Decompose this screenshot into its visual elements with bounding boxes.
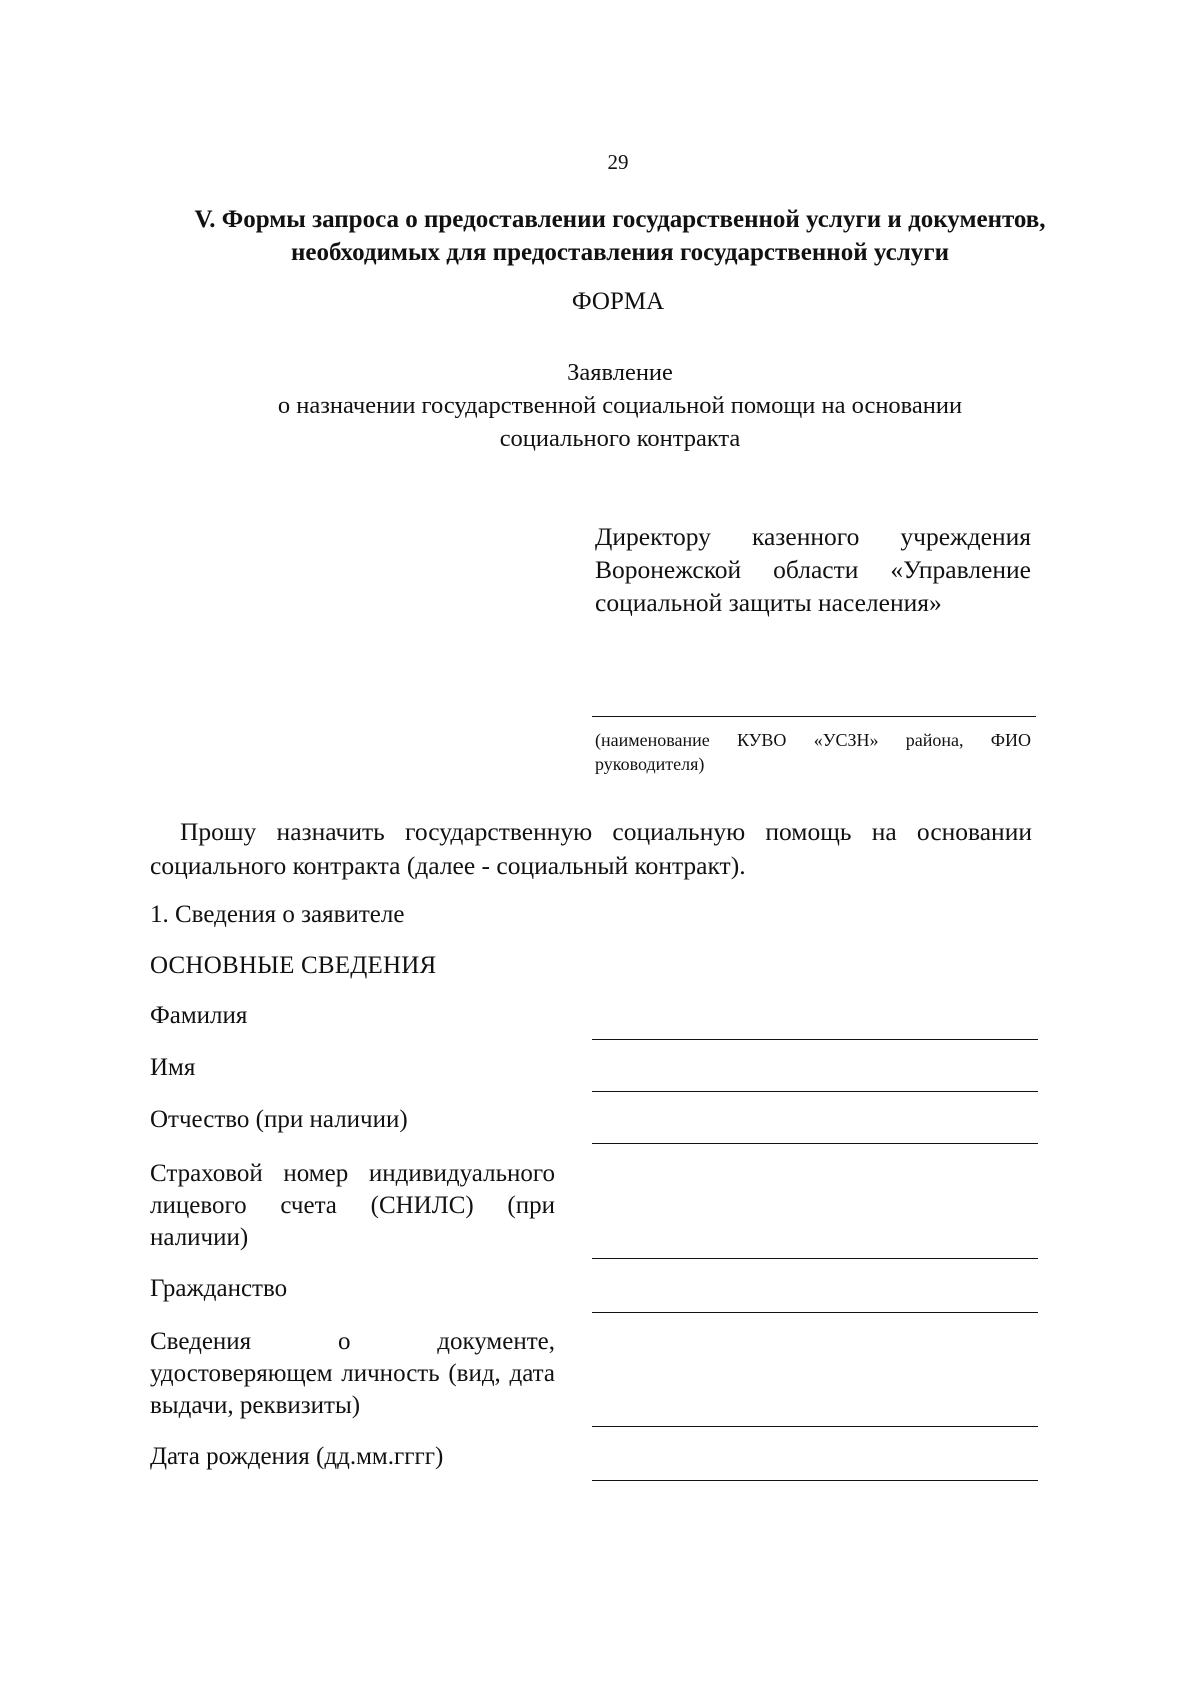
addressee-name-field[interactable] xyxy=(592,716,1036,717)
field-label-patronymic: Отчество (при наличии) xyxy=(150,1106,408,1133)
field-label-citizenship: Гражданство xyxy=(150,1275,288,1302)
page-number: 29 xyxy=(607,150,629,174)
field-input-surname[interactable] xyxy=(592,1039,1038,1040)
field-input-snils[interactable] xyxy=(592,1258,1038,1259)
field-label-birth-date: Дата рождения (дд.мм.гггг) xyxy=(150,1443,444,1470)
addressee-hint: (наименование КУВО «УСЗН» района, ФИО руководителя) xyxy=(595,730,1031,774)
field-input-patronymic[interactable] xyxy=(592,1143,1038,1144)
request-text: Прошу назначить государственную социальную помощь на основании социального контракта (далее - социальный контракт). xyxy=(150,817,1032,880)
application-title-line-2: о назначении государственной социальной помощи на основании xyxy=(277,392,963,419)
field-label-identity-document: Сведения о документе, удостоверяющем личность (вид, дата выдачи, реквизиты) xyxy=(150,1328,555,1419)
application-title xyxy=(150,356,1090,455)
form-label: ФОРМА xyxy=(571,288,665,315)
section-heading-line-1: V. Формы запроса о предоставлении государственной услуги и документов, xyxy=(194,206,1046,233)
basic-info-heading: ОСНОВНЫЕ СВЕДЕНИЯ xyxy=(150,952,437,979)
application-title-line-1: Заявление xyxy=(567,359,673,386)
addressee-block: Директору казенного учреждения Воронежской области «Управление социальной защиты населения» xyxy=(595,522,1031,617)
application-title-line-3: социального контракта xyxy=(499,425,741,452)
applicant-section-heading: 1. Сведения о заявителе xyxy=(150,901,405,928)
field-input-birth-date[interactable] xyxy=(592,1480,1038,1481)
field-input-identity-document[interactable] xyxy=(592,1426,1038,1427)
field-input-name[interactable] xyxy=(592,1091,1038,1092)
section-heading-line-2: необходимых для предоставления государственной услуги xyxy=(291,239,949,266)
field-label-name: Имя xyxy=(150,1054,196,1081)
section-heading xyxy=(130,203,1110,269)
field-label-surname: Фамилия xyxy=(150,1002,248,1029)
field-input-citizenship[interactable] xyxy=(592,1312,1038,1313)
field-label-snils: Страховой номер индивидуального лицевого счета (СНИЛС) (при наличии) xyxy=(150,1160,555,1251)
